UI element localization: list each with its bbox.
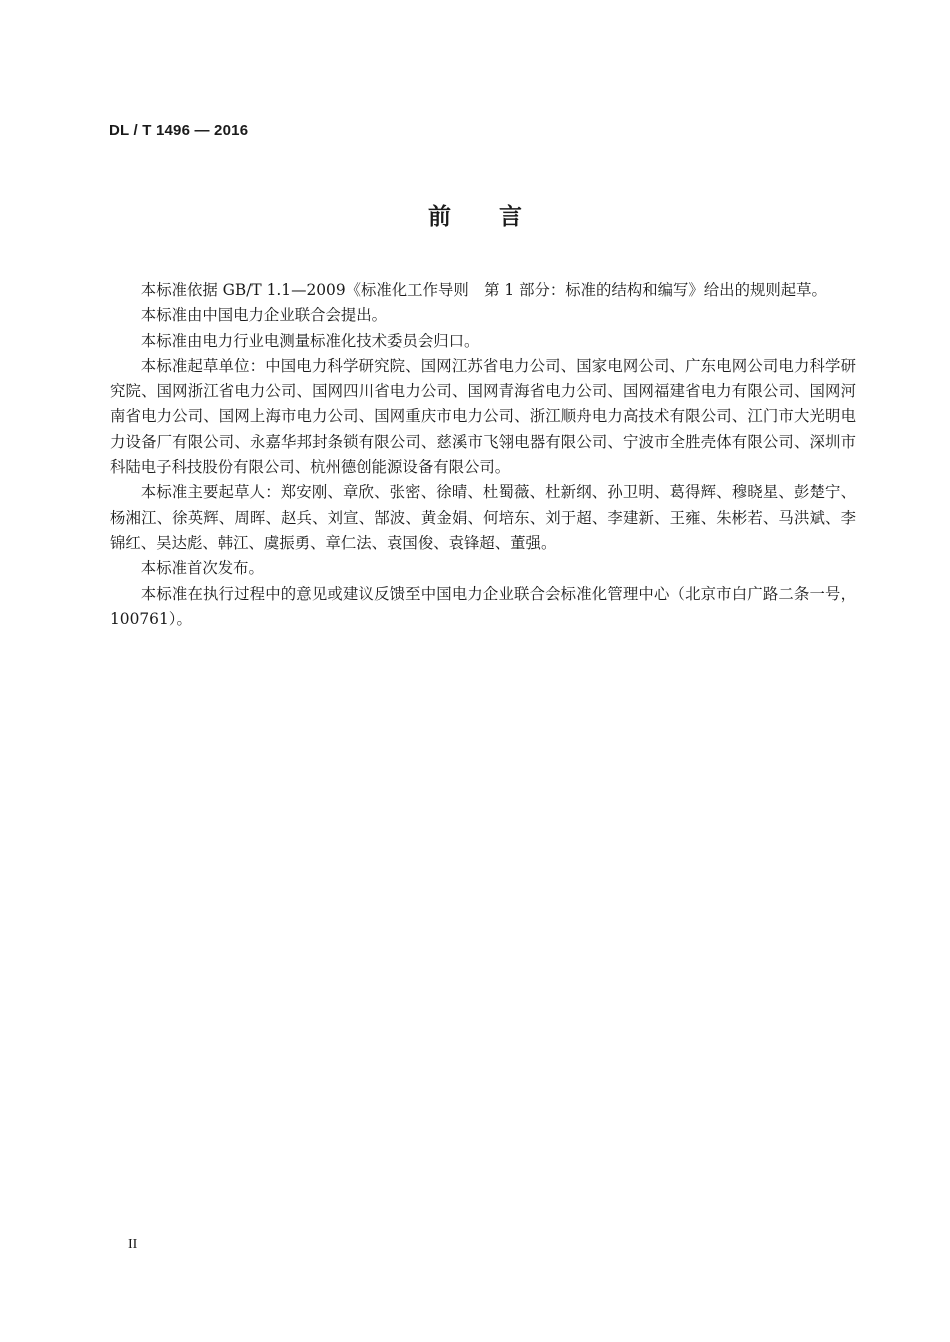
document-code: DL / T 1496 — 2016 — [109, 122, 249, 139]
paragraph-feedback: 本标准在执行过程中的意见或建议反馈至中国电力企业联合会标准化管理中心（北京市白广路二条一号，100761）。 — [110, 584, 856, 628]
foreword-body — [110, 278, 856, 632]
paragraph-drafting-units: 本标准起草单位：中国电力科学研究院、国网江苏省电力公司、国家电网公司、广东电网公司电力科学研究院、国网浙江省电力公司、国网四川省电力公司、国网青海省电力公司、国网福建省电力有限公司、国网河南省电力公司、国网上海市电力公司、国网重庆市电力公司、浙江顺舟电力高技术有限公司、江门市大光明电力设备厂有限公司、永嘉华邦封条锁有限公司、慈溪市飞翎电器有限公司、宁波市全胜壳体有限公司、深圳市科陆电子科技股份有限公司、杭州德创能源设备有限公司。 — [110, 356, 856, 477]
page-number: II — [128, 1237, 138, 1252]
paragraph-technical-committee: 本标准由电力行业电测量标准化技术委员会归口。 — [140, 331, 480, 350]
paragraph-drafters: 本标准主要起草人：郑安刚、章欣、张密、徐晴、杜蜀薇、杜新纲、孙卫明、葛得辉、穆晓星、彭楚宁、杨湘江、徐英辉、周晖、赵兵、刘宣、郜波、黄金娟、何培东、刘于超、李建新、王雍、朱彬若、马洪斌、李锦红、吴达彪、韩江、虞振勇、章仁法、袁国俊、袁锋超、董强。 — [110, 483, 856, 552]
paragraph-drafting-rules: 本标准依据 GB/T 1.1—2009《标准化工作导则 第 1 部分：标准的结构和编写》给出的规则起草。 — [140, 281, 827, 299]
paragraph-first-release: 本标准首次发布。 — [140, 559, 264, 578]
page-title: 前言 — [428, 204, 570, 230]
paragraph-proposer: 本标准由中国电力企业联合会提出。 — [140, 306, 388, 325]
